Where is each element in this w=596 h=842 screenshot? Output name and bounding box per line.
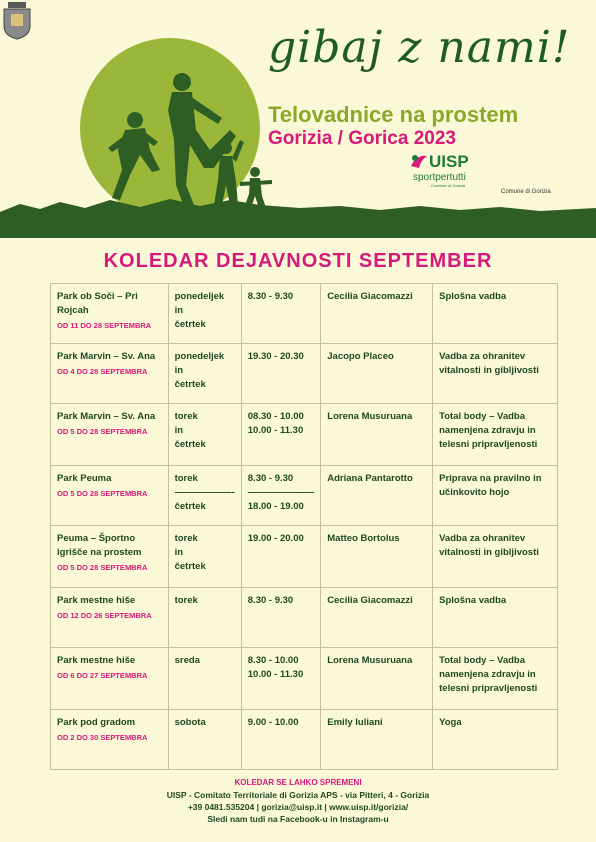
grass-ground	[0, 199, 596, 238]
days-cell: sreda	[168, 648, 241, 710]
place-name: Park Marvin – Sv. Ana	[57, 351, 156, 362]
footer-address: UISP - Comitato Territoriale di Gorizia APS - via Pitteri, 4 - Gorizia	[166, 790, 430, 800]
times-cell: 19.00 - 20.00	[241, 526, 321, 588]
subtitle: Telovadnice na prostem	[268, 102, 519, 127]
activity-cell: Yoga	[433, 710, 558, 770]
times-cell: 08.30 - 10.00 10.00 - 11.30	[241, 404, 321, 466]
activity-cell: Vadba za ohranitev vitalnosti in gibljivosti	[433, 344, 558, 404]
instructor-cell: Cecilia Giacomazzi	[321, 284, 433, 344]
activity-cell: Vadba za ohranitev vitalnosti in gibljivosti	[433, 526, 558, 588]
footer	[0, 776, 596, 825]
uisp-name: UISP	[429, 152, 469, 171]
uisp-emblem-icon	[409, 152, 429, 170]
uisp-tiny: Comitato di Gorizia	[431, 183, 466, 188]
city-title: Gorizia / Gorica 2023	[268, 128, 456, 149]
place-name: Peuma – Športno igrišče na prostem	[57, 533, 142, 558]
comune-label: Comune di Gorizia	[501, 189, 551, 195]
uisp-sub: sportpertutti	[413, 172, 466, 183]
instructor-cell: Lorena Musuruana	[321, 404, 433, 466]
change-note: KOLEDAR SE LAHKO SPREMENI	[234, 778, 362, 787]
date-range: OD 5 DO 28 SEPTEMBRA	[57, 563, 148, 572]
date-range: OD 12 DO 26 SEPTEMBRA	[57, 611, 152, 620]
date-range: OD 11 DO 28 SEPTEMBRA	[57, 321, 152, 330]
days-cell: ponedeljek in četrtek	[168, 344, 241, 404]
times-cell: 8.30 - 10.00 10.00 - 11.30	[241, 648, 321, 710]
footer-social: Sledi nam tudi na Facebook-u in Instagram-u	[207, 814, 389, 824]
instructor-cell: Matteo Bortolus	[321, 526, 433, 588]
times-cell: 9.00 - 10.00	[241, 710, 321, 770]
date-range: OD 5 DO 28 SEPTEMBRA	[57, 427, 148, 436]
activity-cell: Total body – Vadba namenjena zdravju in telesni pripravljenosti	[433, 648, 558, 710]
activity-cell: Total body – Vadba namenjena zdravju in telesni pripravljenosti	[433, 404, 558, 466]
days-cell: torek	[168, 588, 241, 648]
times-cell: 8.30 - 9.30	[241, 588, 321, 648]
place-name: Park pod gradom	[57, 717, 136, 728]
calendar-title: KOLEDAR DEJAVNOSTI SEPTEMBER	[103, 250, 493, 272]
instructor-cell: Lorena Musuruana	[321, 648, 433, 710]
times-cell: 19.30 - 20.30	[241, 344, 321, 404]
days-cell: torek in četrtek	[168, 404, 241, 466]
times-cell: 8.30 - 9.30	[241, 284, 321, 344]
schedule-table	[50, 283, 558, 770]
date-range: OD 6 DO 27 SEPTEMBRA	[57, 671, 148, 680]
days-cell: torek ——————- četrtek	[168, 466, 241, 526]
place-name: Park mestne hiše	[57, 595, 136, 606]
place-cell	[51, 284, 169, 344]
header	[0, 0, 596, 238]
activity-cell: Priprava na pravilno in učinkovito hojo	[433, 466, 558, 526]
table-row	[51, 588, 558, 648]
place-cell	[51, 526, 169, 588]
place-name: Park ob Soči – Pri Rojcah	[57, 291, 138, 316]
place-cell	[51, 466, 169, 526]
place-cell	[51, 648, 169, 710]
date-range: OD 5 DO 28 SEPTEMBRA	[57, 489, 148, 498]
place-name: Park Peuma	[57, 473, 112, 484]
table-row	[51, 466, 558, 526]
script-title: gibaj z nami!	[268, 22, 571, 73]
instructor-cell: Adriana Pantarotto	[321, 466, 433, 526]
place-cell	[51, 710, 169, 770]
footer-contacts: +39 0481.535204 | gorizia@uisp.it | www.uisp.it/gorizia/	[187, 802, 409, 812]
place-cell	[51, 404, 169, 466]
days-cell: torek in četrtek	[168, 526, 241, 588]
table-row	[51, 710, 558, 770]
activity-cell: Splošna vadba	[433, 284, 558, 344]
place-name: Park mestne hiše	[57, 655, 136, 666]
times-cell: 8.30 - 9.30 ——————— 18.00 - 19.00	[241, 466, 321, 526]
uisp-logo	[409, 152, 489, 188]
table-row	[51, 526, 558, 588]
place-name: Park Marvin – Sv. Ana	[57, 411, 156, 422]
place-cell	[51, 344, 169, 404]
place-cell	[51, 588, 169, 648]
activity-cell: Splošna vadba	[433, 588, 558, 648]
table-row	[51, 648, 558, 710]
table-row	[51, 404, 558, 466]
days-cell: sobota	[168, 710, 241, 770]
crest-icon	[0, 0, 34, 40]
instructor-cell: Cecilia Giacomazzi	[321, 588, 433, 648]
table-row	[51, 284, 558, 344]
instructor-cell: Jacopo Placeo	[321, 344, 433, 404]
table-row	[51, 344, 558, 404]
date-range: OD 4 DO 28 SEPTEMBRA	[57, 367, 148, 376]
instructor-cell: Emily Iuliani	[321, 710, 433, 770]
days-cell: ponedeljek in četrtek	[168, 284, 241, 344]
date-range: OD 2 DO 30 SEPTEMBRA	[57, 733, 148, 742]
